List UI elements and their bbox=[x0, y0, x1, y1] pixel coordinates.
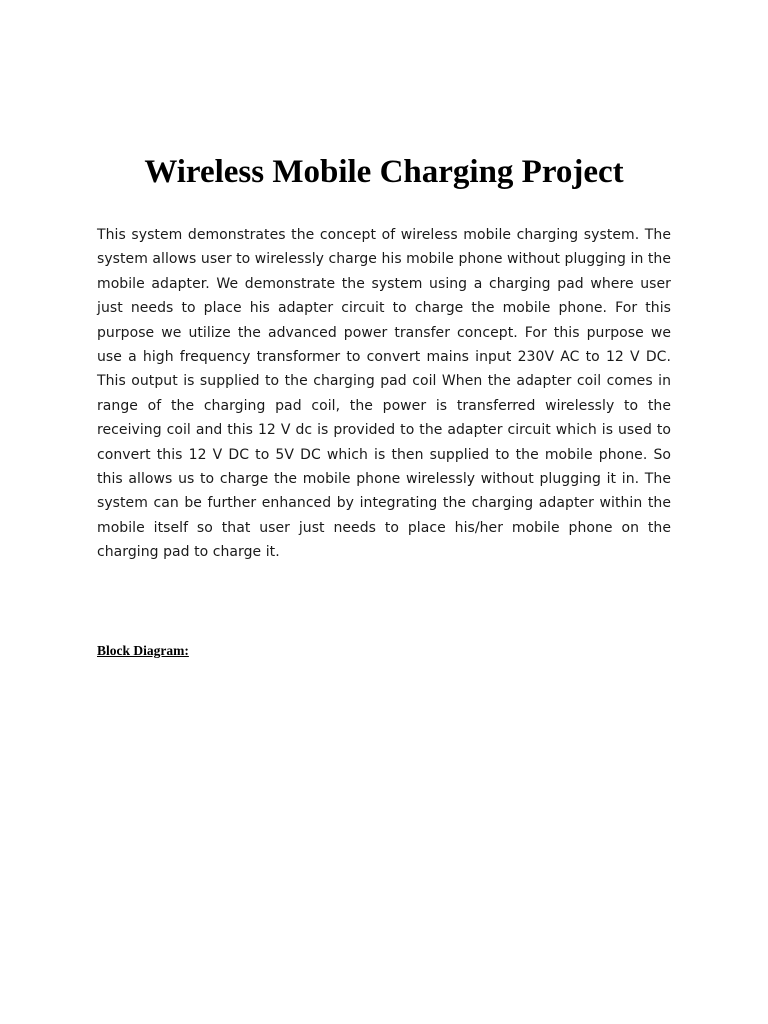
body-paragraph: This system demonstrates the concept of wireless mobile charging system. The system allows user to wirelessly charge his mobile phone without plugging in the mobile adapter. We demonstrate the system using a charging pad where user just needs to place his adapter circuit to charge the mobile phone. For this purpose we utilize the advanced power transfer concept. For this purpose we use a high frequency transformer to convert mains input 230V AC to 12 V DC. This output is supplied to the charging pad coil When the adapter coil comes in range of the charging pad coil, the power is transferred wirelessly to the receiving coil and this 12 V dc is provided to the adapter circuit which is used to convert this 12 V DC to 5V DC which is then supplied to the mobile phone. So this allows us to charge the mobile phone wirelessly without plugging it in. The system can be further enhanced by integrating the charging adapter within the mobile itself so that user just needs to place his/her mobile phone on the charging pad to charge it. bbox=[97, 227, 671, 561]
page-title: Wireless Mobile Charging Project bbox=[144, 154, 624, 190]
section-heading-block-diagram: Block Diagram: bbox=[97, 643, 189, 658]
